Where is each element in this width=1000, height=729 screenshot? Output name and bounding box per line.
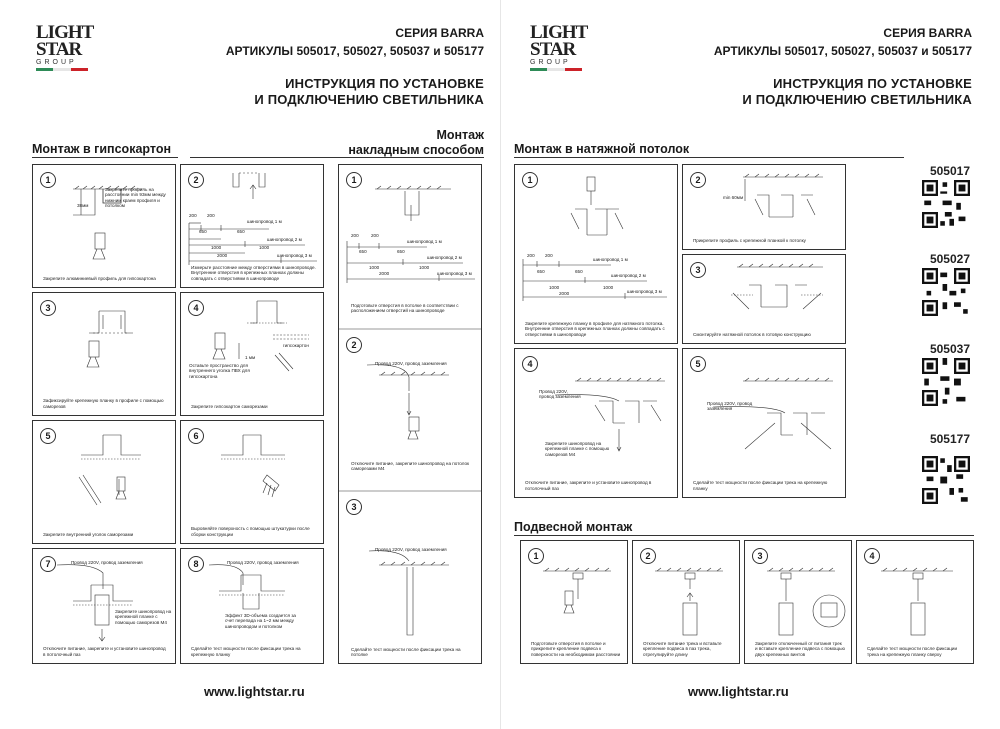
logo-line3: GROUP xyxy=(530,59,571,66)
step-caption: Закрепите гипсокартон саморезами xyxy=(191,403,268,409)
section-drywall: Монтаж в гипсокартон xyxy=(32,142,172,156)
step-label: Провод 220V, провод заземления xyxy=(227,560,299,565)
logo-flag xyxy=(530,68,582,71)
qr-code-icon[interactable] xyxy=(922,268,970,316)
right-page xyxy=(500,0,1000,729)
step-card xyxy=(632,540,740,664)
step-caption: Зафиксируйте крепежную планку в профиле с помощью саморезов xyxy=(43,398,164,409)
logo-line1: LIGHT xyxy=(36,22,94,43)
step-number: 3 xyxy=(346,499,362,515)
article-code: 505177 xyxy=(929,432,970,446)
step-number: 1 xyxy=(40,172,56,188)
step-label: шинопровод 3 м xyxy=(627,289,662,294)
step-label: Провод 220V, провод заземления xyxy=(71,560,143,565)
step-card xyxy=(32,164,176,288)
article-code: 505027 xyxy=(929,252,970,266)
dim-label: 2000 xyxy=(379,271,390,276)
step-label: шинопровод 3 м xyxy=(437,271,472,276)
step-label: Эффект 3D-объема создается за счет перепада на 1~2 мм между шинопроводом и потолком xyxy=(225,613,296,629)
dim-label: 1000 xyxy=(369,265,380,270)
divider xyxy=(514,157,904,158)
divider xyxy=(514,535,974,536)
step-caption: Сделайте тест мощности после фиксации трека на крепежную планку сверху xyxy=(867,646,958,657)
surface-mount-column xyxy=(338,164,482,664)
step-card xyxy=(856,540,974,664)
step-label: шинопровод 1 м xyxy=(593,257,628,262)
dim-label: 650 xyxy=(537,269,545,274)
step-caption: Отключите питание, закрепите шинопровод на потолок саморезами М4 xyxy=(351,461,470,472)
step-card xyxy=(180,164,324,288)
step-caption: Закрепите отключенный от питания трек и вставьте крепление подвеса с помощью двух крепежных винтов xyxy=(755,640,845,657)
dim-label: 200 xyxy=(189,213,197,218)
dim-label: 1 мм xyxy=(245,355,256,360)
step-card xyxy=(32,420,176,544)
step-number: 4 xyxy=(522,356,538,372)
article-code: 505037 xyxy=(929,342,970,356)
step-number: 3 xyxy=(752,548,768,564)
step-card xyxy=(32,292,176,416)
step-caption: Подготовьте отверстия в потолке в соответствии с расположением отверстий на шинопроводе xyxy=(351,303,459,314)
dim-label: 200 xyxy=(545,253,553,258)
step-card xyxy=(32,548,176,664)
dim-label: 650 xyxy=(359,249,367,254)
step-label: шинопровод 2 м xyxy=(427,255,462,260)
qr-code-icon[interactable] xyxy=(922,180,970,228)
step-label: шинопровод 3 м xyxy=(277,253,312,258)
step-caption: Выровняйте поверхность с помощью штукатурки после сборки конструкции xyxy=(191,526,310,537)
dim-label: 650 xyxy=(199,229,207,234)
title-line2: И ПОДКЛЮЧЕНИЮ СВЕТИЛЬНИКА xyxy=(254,92,484,107)
step-card xyxy=(514,164,678,344)
step-card xyxy=(180,420,324,544)
dim-label: 200 xyxy=(207,213,215,218)
articles-title: АРТИКУЛЫ 505017, 505027, 505037 и 505177 xyxy=(225,44,484,58)
step-caption: Отключите питание, закрепите и установите шинопровод в потолочный паз xyxy=(525,480,652,491)
step-card xyxy=(514,348,678,498)
articles-title: АРТИКУЛЫ 505017, 505027, 505037 и 505177 xyxy=(713,44,972,58)
step-caption: Сделайте тест мощности после фиксации трека на крепежную планку xyxy=(693,480,828,491)
step-card xyxy=(180,292,324,416)
step-label: Провод 220V, провод заземления xyxy=(539,389,581,400)
dim-label: 1000 xyxy=(211,245,222,250)
dim-label: 650 xyxy=(237,229,245,234)
series-title: СЕРИЯ BARRA xyxy=(395,26,484,40)
step-number: 7 xyxy=(40,556,56,572)
step-card xyxy=(682,254,846,344)
website-url[interactable]: www.lightstar.ru xyxy=(688,684,789,699)
step-caption: Смонтируйте натяжной потолок в готовую конструкцию xyxy=(693,331,811,337)
dim-label: 2000 xyxy=(217,253,228,258)
dim-label: 38мм xyxy=(77,203,89,208)
step-number: 8 xyxy=(188,556,204,572)
step-number: 5 xyxy=(690,356,706,372)
step-number: 3 xyxy=(40,300,56,316)
logo-line3: GROUP xyxy=(36,59,77,66)
step-card xyxy=(520,540,628,664)
step-caption: Отключите питание трека и вставьте крепление подвеса в паз трека, отрегулируйте длину xyxy=(643,640,722,657)
step-caption: Измерьте расстояние между отверстиями в шинопроводе. Внутренние отверстия в крепежных планках должны совпадать с отверстиями в шинопроводе xyxy=(191,264,316,281)
dim-label: 1000 xyxy=(549,285,560,290)
step-number: 6 xyxy=(188,428,204,444)
website-url[interactable]: www.lightstar.ru xyxy=(204,684,305,699)
step-number: 4 xyxy=(864,548,880,564)
logo-flag xyxy=(36,68,88,71)
divider xyxy=(32,157,178,158)
step-label: Закрепите шинопровод на крепежной планке с помощью саморезов М4 xyxy=(115,609,172,625)
step-label: Провод 220V, провод заземления xyxy=(707,401,753,412)
power-test-illustration xyxy=(683,349,846,498)
dim-label: 200 xyxy=(527,253,535,258)
instruction-title xyxy=(742,76,972,108)
step-card xyxy=(682,164,846,250)
step-number: 2 xyxy=(640,548,656,564)
section-surface-line1: Монтаж xyxy=(436,128,484,142)
step-card xyxy=(744,540,852,664)
step-label: гипсокартон xyxy=(283,343,309,348)
dim-label: 1000 xyxy=(259,245,270,250)
step-number: 5 xyxy=(40,428,56,444)
logo-line2: STAR xyxy=(36,39,82,60)
step-number: 4 xyxy=(188,300,204,316)
step-label: шинопровод 2 м xyxy=(267,237,302,242)
step-label: Провод 220V, провод заземления xyxy=(375,547,447,552)
step-number: 3 xyxy=(690,262,706,278)
step-caption: Закрепите внутренний уголок саморезами xyxy=(43,531,134,537)
step-caption: Сделайте тест мощности после фиксации трека на крепежную планку xyxy=(191,646,301,657)
step-label: Закрепите шинопровод на крепежной планке с помощью саморезов М4 xyxy=(545,441,610,457)
dim-label: 200 xyxy=(371,233,379,238)
logo-line1: LIGHT xyxy=(530,22,588,43)
step-label: шинопровод 2 м xyxy=(611,273,646,278)
dim-label: 650 xyxy=(575,269,583,274)
dim-label: min 60мм xyxy=(723,195,744,200)
step-label: шинопровод 1 м xyxy=(247,219,282,224)
section-suspended: Подвесной монтаж xyxy=(514,520,633,534)
dim-label: 1000 xyxy=(603,285,614,290)
lightstar-logo xyxy=(36,22,94,102)
dim-label: 200 xyxy=(351,233,359,238)
divider xyxy=(190,157,484,158)
title-line1: ИНСТРУКЦИЯ ПО УСТАНОВКЕ xyxy=(773,76,972,91)
qr-code-icon[interactable] xyxy=(922,358,970,406)
title-line2: И ПОДКЛЮЧЕНИЮ СВЕТИЛЬНИКА xyxy=(742,92,972,107)
dim-label: 650 xyxy=(397,249,405,254)
profile-illustration xyxy=(33,165,176,288)
step-label: Провод 220V, провод заземления xyxy=(375,361,447,366)
section-surface xyxy=(348,128,484,158)
step-label: Закрепите профиль на расстоянии min 93мм между нижним краем профиля и потолком xyxy=(105,187,166,209)
step-caption: Сделайте тест мощности после фиксации трека на потолке xyxy=(351,647,461,658)
step-number: 2 xyxy=(188,172,204,188)
step-number: 2 xyxy=(690,172,706,188)
step-card xyxy=(180,548,324,664)
dim-label: 1000 xyxy=(419,265,430,270)
qr-code-icon[interactable] xyxy=(922,456,970,504)
track-install-illustration xyxy=(515,349,678,498)
step-label: Оставьте пространство для внутреннего уголка ПВХ для гипсокартона xyxy=(189,363,250,379)
step-caption: Прикрепите профиль с крепежной планкой к потолку xyxy=(693,237,806,243)
step-number: 1 xyxy=(528,548,544,564)
lightstar-logo xyxy=(530,22,588,102)
step-card xyxy=(682,348,846,498)
step-caption: Закрепите крепежную планку в профиле для натяжного потолка. Внутренние отверстия в крепежных планках должны совпадать с отверстиями в шинопроводе xyxy=(525,320,665,337)
step-caption: Отключите питание, закрепите и установите шинопровод в потолочный паз xyxy=(43,646,166,657)
step-label: шинопровод 1 м xyxy=(407,239,442,244)
section-stretch-ceiling: Монтаж в натяжной потолок xyxy=(514,142,690,156)
step-caption: Закрепите алюминиевый профиль для гипсокартона xyxy=(43,275,156,281)
step-number: 1 xyxy=(522,172,538,188)
instruction-title xyxy=(254,76,484,108)
page-fold xyxy=(500,0,501,729)
section-surface-line2: накладным способом xyxy=(348,143,484,157)
dim-label: 2000 xyxy=(559,291,570,296)
corner-illustration xyxy=(33,421,176,544)
step-number: 1 xyxy=(346,172,362,188)
stretch-profile-illustration xyxy=(515,165,678,344)
article-code: 505017 xyxy=(929,164,970,178)
step-number: 2 xyxy=(346,337,362,353)
series-title: СЕРИЯ BARRA xyxy=(883,26,972,40)
logo-line2: STAR xyxy=(530,39,576,60)
step-caption: Подготовьте отверстия в потолке и прикрепите крепление подвеса к поверхности на необходимом расстоянии xyxy=(531,640,621,657)
title-line1: ИНСТРУКЦИЯ ПО УСТАНОВКЕ xyxy=(285,76,484,91)
